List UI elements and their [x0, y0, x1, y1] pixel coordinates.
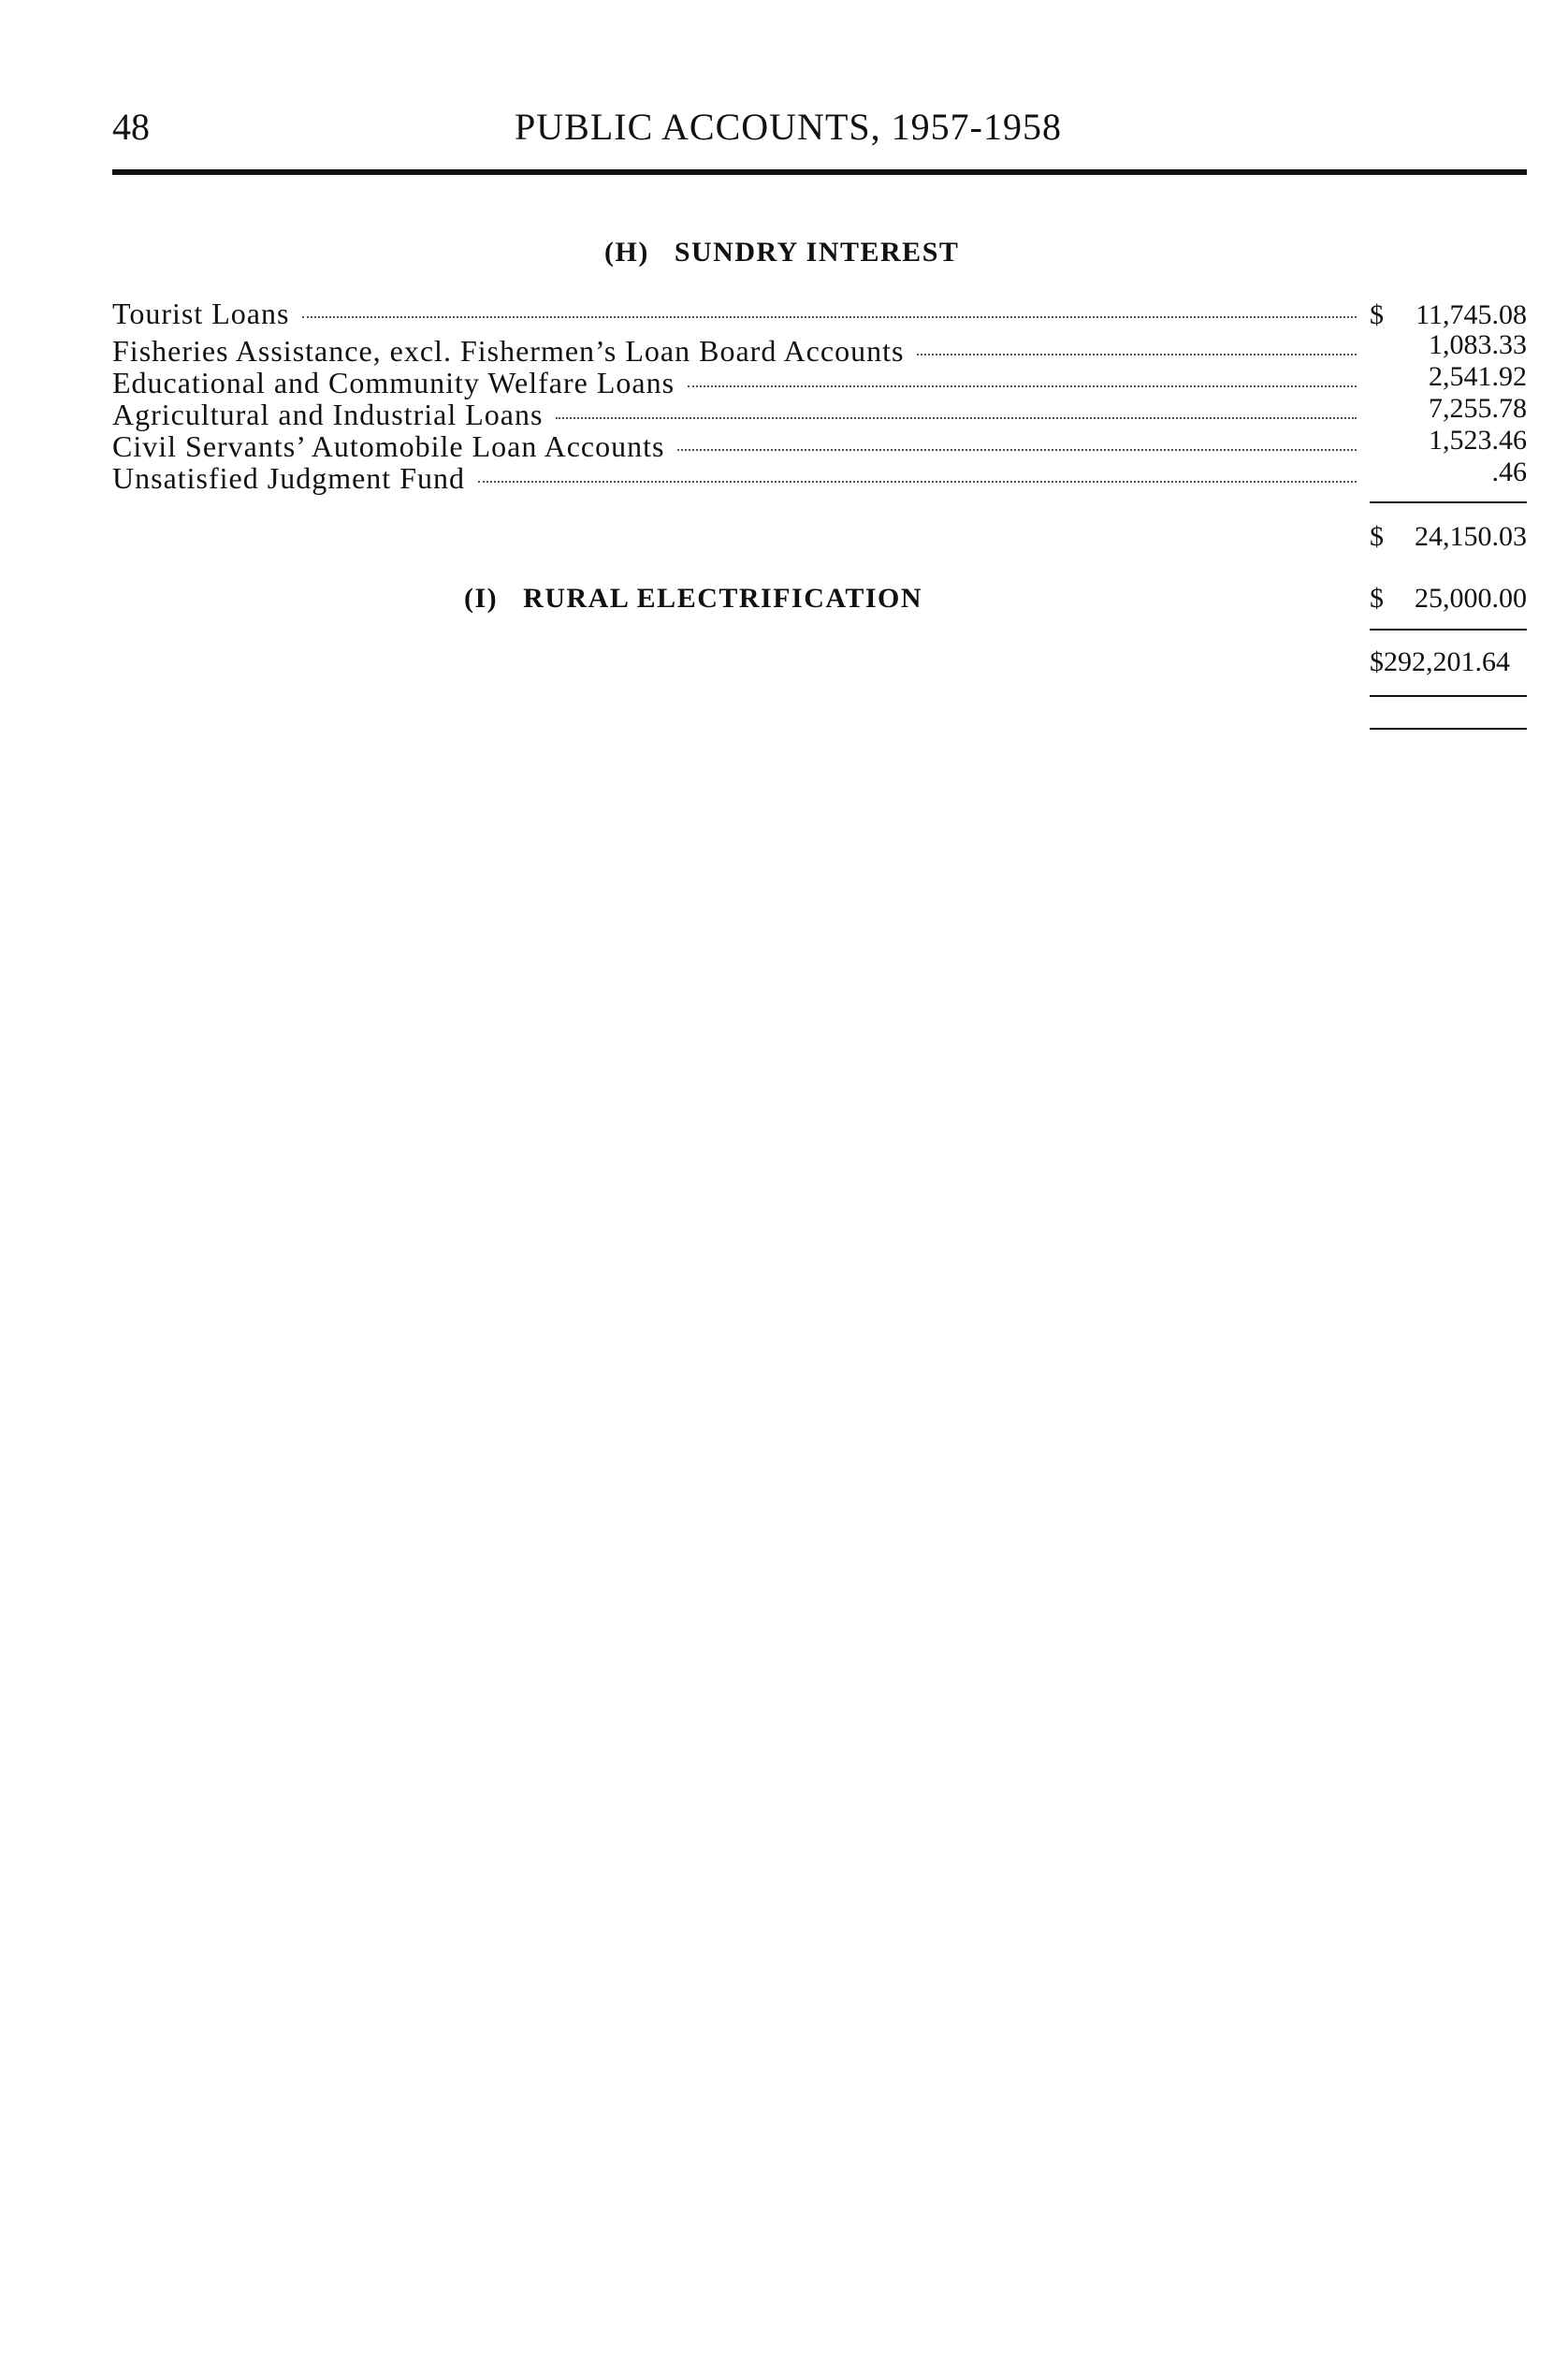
ledger-row-amount: [1370, 329, 1527, 361]
ledger-row-amount: [1370, 425, 1527, 457]
grand-total: [1370, 644, 1527, 681]
ledger-row: [112, 457, 1527, 495]
amount-value: 1,523.46: [1429, 425, 1527, 456]
ledger-row-label: Civil Servants’ Automobile Loan Accounts: [112, 429, 665, 463]
ledger-row-amount: [1370, 361, 1527, 393]
ledger-row-label: Agricultural and Industrial Loans: [112, 398, 544, 431]
total-rule: [1370, 629, 1527, 631]
amount-value: 1,083.33: [1429, 329, 1527, 360]
amount-value: 7,255.78: [1429, 393, 1527, 424]
currency-sign: [1370, 361, 1388, 393]
currency-sign: [1370, 329, 1388, 361]
currency-sign: $: [1370, 521, 1384, 552]
amount-value: 2,541.92: [1429, 361, 1527, 392]
amount-value: 11,745.08: [1416, 299, 1527, 330]
currency-sign: [1370, 393, 1388, 425]
ledger-row-amount: [1370, 393, 1527, 425]
ledger-row-label: Unsatisfied Judgment Fund: [112, 461, 465, 495]
dot-leader: [302, 316, 1357, 318]
section-i-amount: [1370, 580, 1527, 617]
page-number: 48: [112, 106, 150, 148]
amount-value: 25,000.00: [1415, 583, 1527, 614]
ledger-row-amount: [1370, 299, 1527, 331]
section-heading-rural-electrification: (I) RURAL ELECTRIFICATION: [464, 583, 923, 614]
ledger-row-label: Tourist Loans: [112, 297, 290, 330]
dot-leader: [917, 354, 1357, 355]
ledger-row: [112, 329, 1527, 368]
ledger-row-amount: [1370, 457, 1527, 488]
ledger-row-label: Educational and Community Welfare Loans: [112, 366, 675, 399]
sundry-interest-ledger: [112, 297, 1527, 495]
page-header: [112, 101, 1527, 157]
ledger-row: [112, 297, 1527, 329]
grand-total-value: $292,201.64: [1370, 646, 1510, 677]
header-rule: [112, 169, 1527, 175]
section-heading-sundry-interest: (H) SUNDRY INTEREST: [604, 237, 960, 268]
currency-sign: [1370, 425, 1388, 457]
sundry-interest-subtotal: [1370, 518, 1527, 556]
subtotal-rule: [1370, 501, 1527, 503]
running-title: PUBLIC ACCOUNTS, 1957-1958: [515, 106, 1062, 148]
dot-leader: [688, 385, 1357, 387]
dot-leader: [556, 417, 1357, 419]
dot-leader: [677, 449, 1357, 451]
double-rule-top: [1370, 695, 1527, 697]
currency-sign: $: [1370, 583, 1384, 614]
currency-sign: $: [1370, 299, 1384, 330]
rural-electrification-amount: [1370, 580, 1527, 617]
ledger-row-label: Fisheries Assistance, excl. Fishermen’s Loan Board Accounts: [112, 334, 905, 368]
double-rule-bottom: [1370, 728, 1527, 730]
subtotal-amount: [1370, 518, 1527, 556]
amount-value: .46: [1491, 457, 1527, 487]
currency-sign: [1370, 457, 1388, 488]
dot-leader: [478, 481, 1357, 483]
ledger-row: [112, 393, 1527, 431]
ledger-row: [112, 425, 1527, 463]
amount-value: 24,150.03: [1415, 521, 1527, 552]
